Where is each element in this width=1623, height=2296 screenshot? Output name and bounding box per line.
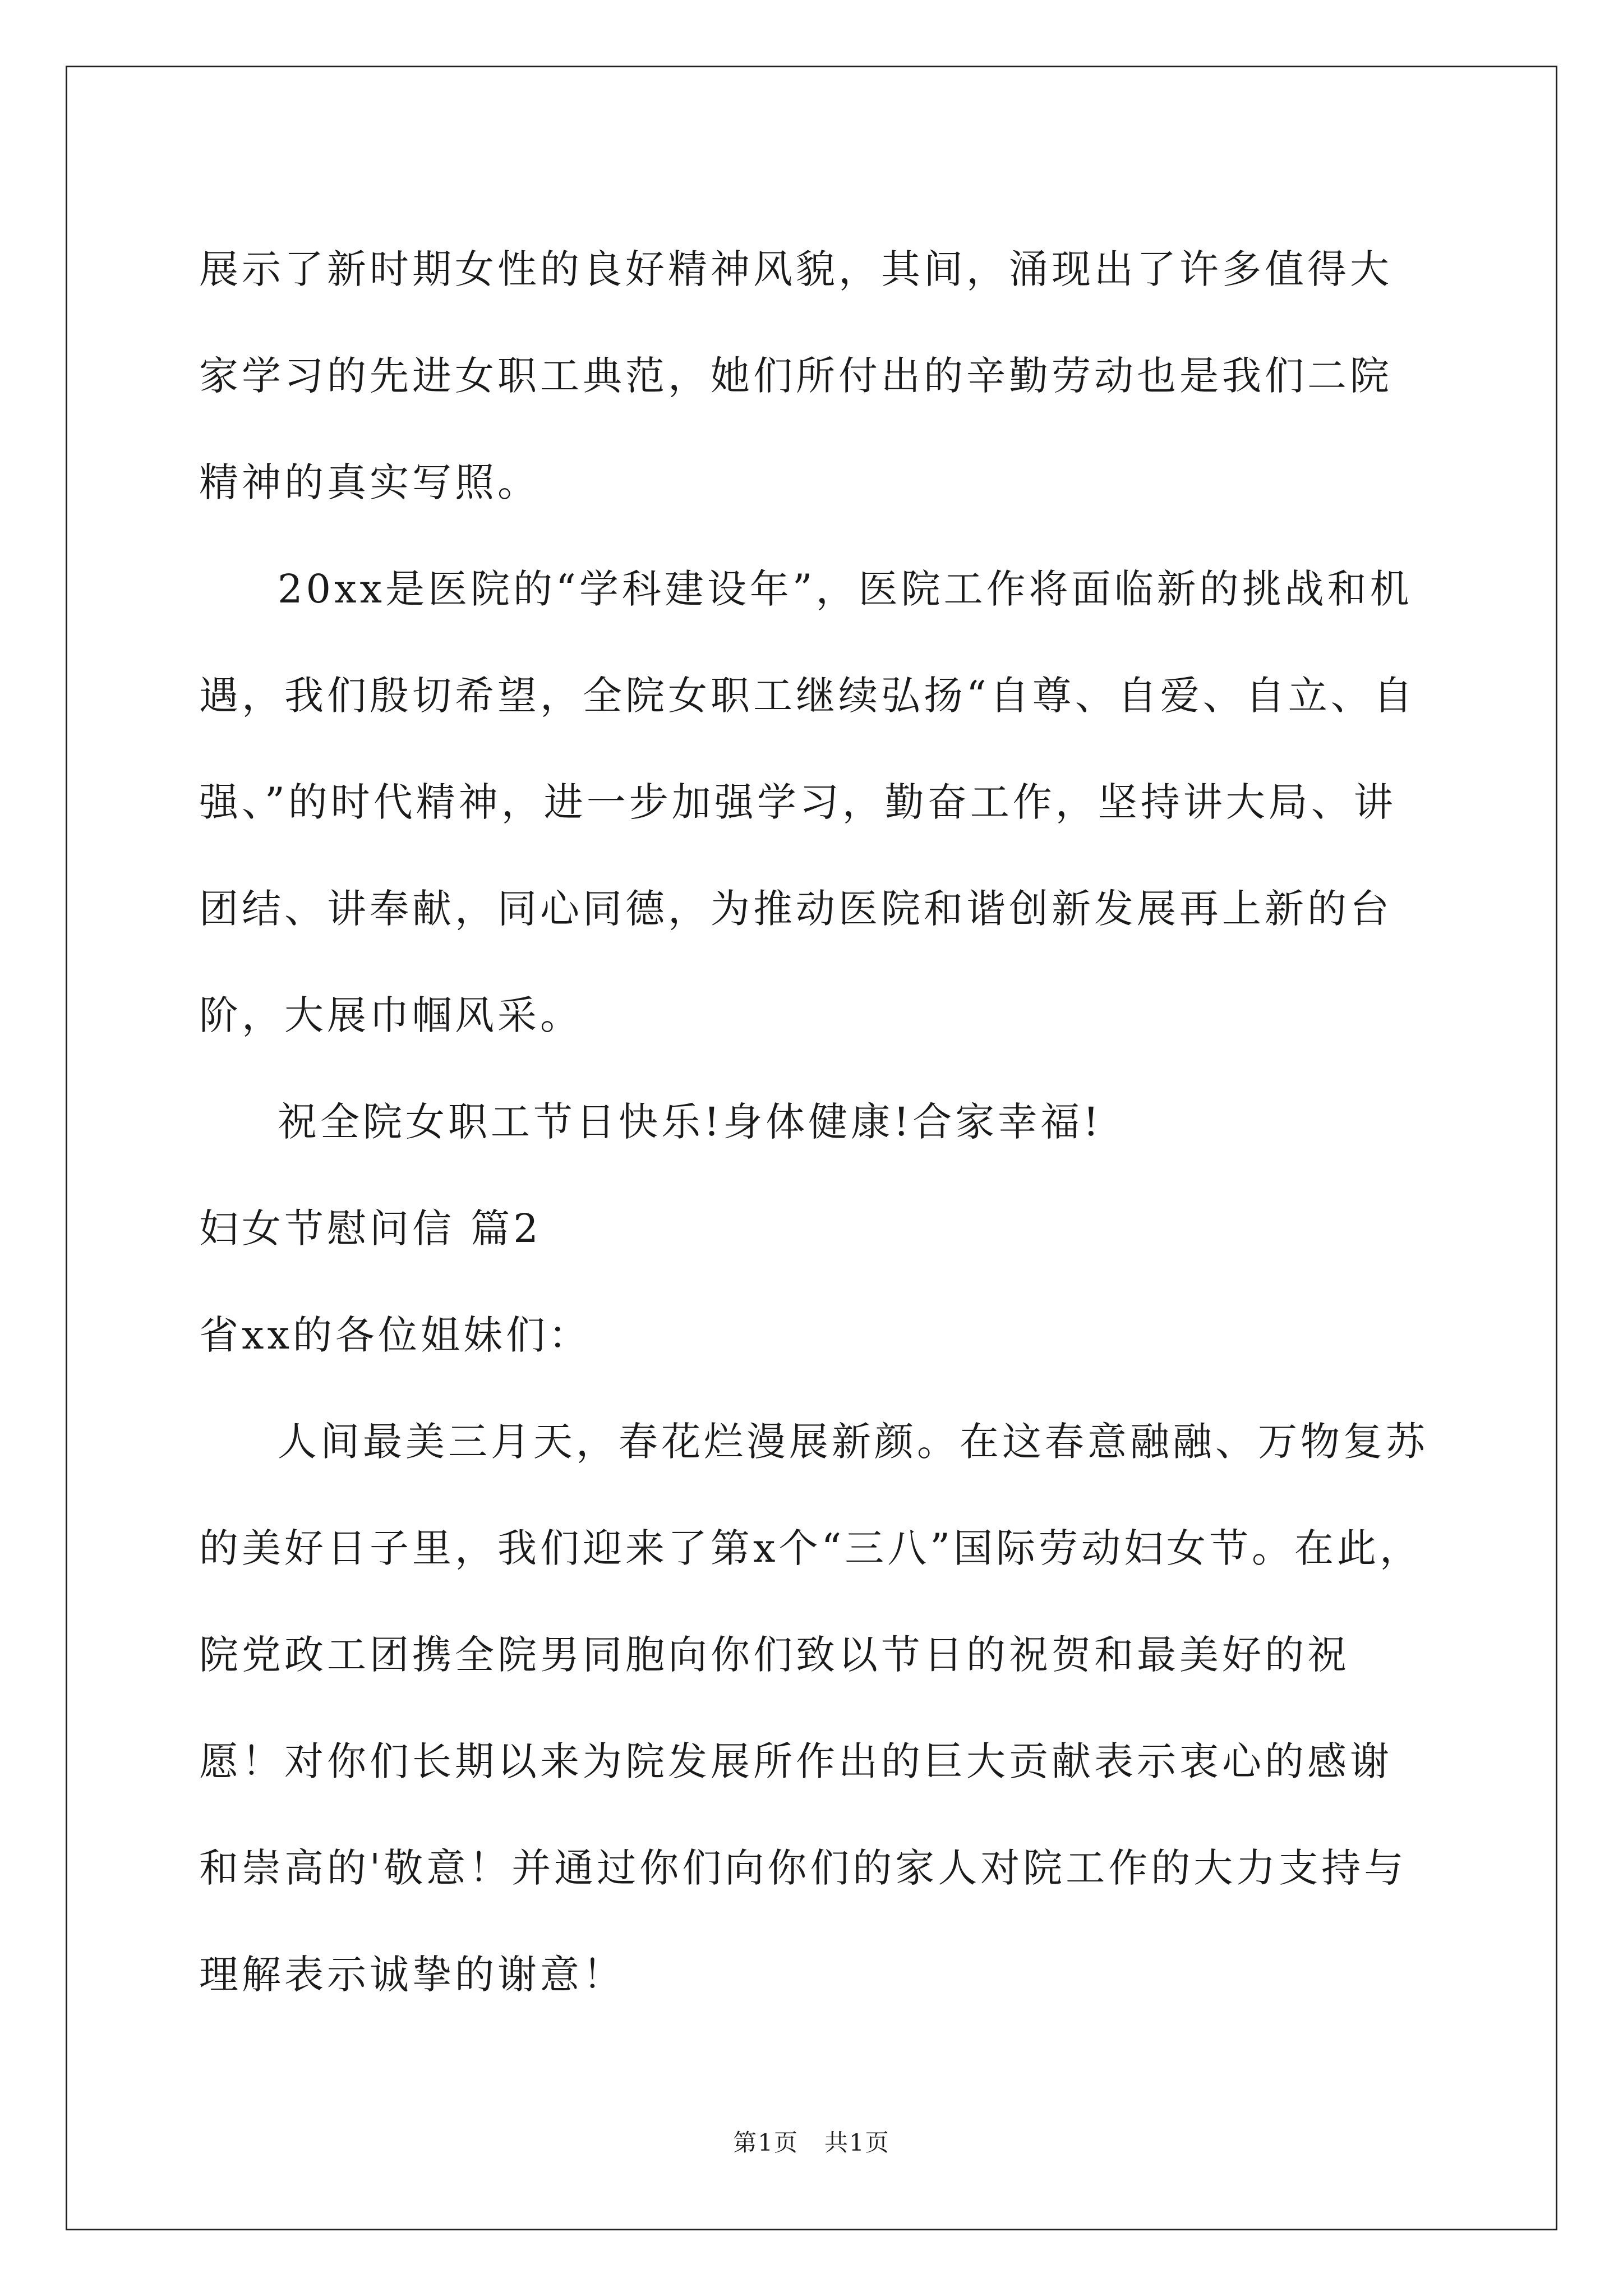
document-body (199, 216, 1433, 2028)
page-footer (0, 2129, 1623, 2157)
paragraph-4: 人间最美三月天，春花烂漫展新颜。在这春意融融、万物复苏的美好日子里，我们迎来了第x个“三八”国际劳动妇女节。在此，院党政工团携全院男同胞向你们致以节日的祝贺和最美好的祝愿！对你们长期以来为院发展所作出的巨大贡献表示衷心的感谢和崇高的'敬意！并通过你们向你们的家人对院工作的大力支持与理解表示诚挚的谢意！ (199, 1419, 1428, 1998)
section-heading: 妇女节慰问信 篇2 (199, 1205, 542, 1251)
page-total: 共1页 (824, 2129, 890, 2156)
paragraph-1: 展示了新时期女性的良好精神风貌，其间，涌现出了许多值得大家学习的先进女职工典范，她们所付出的辛勤劳动也是我们二院精神的真实写照。 (199, 246, 1393, 505)
salutation: 省xx的各位姐妹们： (199, 1312, 591, 1358)
paragraph-3: 祝全院女职工节日快乐!身体健康!合家幸福! (278, 1099, 1103, 1145)
paragraph-2: 20xx是医院的“学科建设年”，医院工作将面临新的挑战和机遇，我们殷切希望，全院女职工继续弘扬“自尊、自爱、自立、自强、”的时代精神，进一步加强学习，勤奋工作，坚持讲大局、讲团结、讲奉献，同心同德，为推动医院和谐创新发展再上新的台阶，大展巾帼风采。 (199, 566, 1416, 1038)
page-number: 第1页 (733, 2129, 799, 2156)
